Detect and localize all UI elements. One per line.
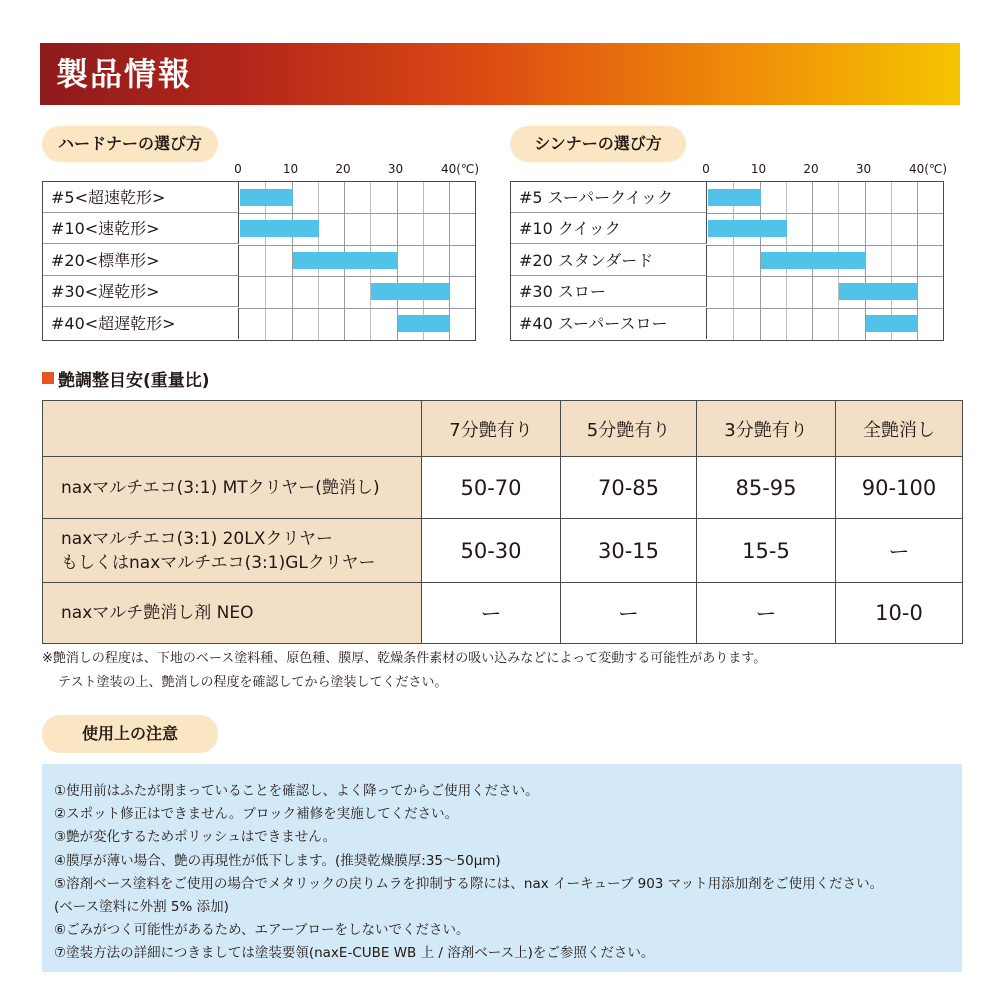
caution-item: ①使用前はふたが閉まっていることを確認し、よく降ってからご使用ください。 [54,783,539,799]
ratio-cell: 15-5 [697,519,836,583]
row-divider [239,213,475,214]
chart-row-label: #5<超速乾形> [43,182,239,213]
temperature-range-bar [708,189,761,206]
product-name: naxマルチエコ(3:1) MTクリヤー(艶消し) [61,477,380,498]
chart-row-label: #20<標準形> [43,245,239,276]
temperature-range-bar [866,315,919,332]
row-divider [707,213,943,214]
ratio-cell: 90-100 [836,457,963,519]
axis-tick-label: 20 [803,162,819,176]
ratio-cell: 50-70 [422,457,561,519]
product-name-cell [43,519,422,583]
caution-item: ③艶が変化するためポリッシュはできません。 [54,829,337,845]
chart-row-label: #10 クイック [511,213,707,244]
table-row [43,457,963,519]
chart-row-label: #20 スタンダード [511,245,707,276]
temperature-range-bar [240,189,293,206]
gloss-note: テスト塗装の上、艶消しの程度を確認してから塗装してください。 [58,675,448,690]
hardener-section-title: ハードナーの選び方 [42,126,218,162]
gloss-col-header: 7分艶有り [422,401,561,457]
temperature-range-bar [839,283,918,300]
axis-tick-label: 0 [234,162,242,176]
ratio-cell: 70-85 [561,457,697,519]
axis-tick-label: 10 [282,162,299,176]
axis-tick-label: 30 [855,162,872,176]
caution-item: ④膜厚が薄い場合、艶の再現性が低下します。(推奨乾燥膜厚:35〜50μm) [54,853,501,869]
caution-item: ⑦塗装方法の詳細につきましては塗装要領(naxE-CUBE WB 上 / 溶剤ベース上)をご参照ください。 [54,945,655,961]
chart-row-label: #40 スーパースロー [511,308,707,339]
chart-row-label: #10<速乾形> [43,213,239,244]
ratio-cell: 30-15 [561,519,697,583]
temperature-range-bar [761,252,866,269]
axis-tick-label: 40(℃) [440,162,480,176]
row-divider [239,308,475,309]
ratio-cell: ー [561,583,697,644]
row-divider [239,245,475,246]
axis-tick-label: 10 [750,162,767,176]
axis-tick-label: 20 [335,162,351,176]
axis-tick-label: 30 [387,162,404,176]
ratio-cell: 10-0 [836,583,963,644]
caution-item: (ベース塗料に外割 5% 添加) [54,899,229,915]
caution-item: ⑥ごみがつく可能性があるため、エアーブローをしないでください。 [54,922,470,938]
gloss-col-header: 3分艶有り [697,401,836,457]
ratio-cell: ー [422,583,561,644]
ratio-cell: 85-95 [697,457,836,519]
thinner-chart [510,181,944,341]
product-name: naxマルチ艶消し剤 NEO [61,603,254,623]
thinner-section-title: シンナーの選び方 [510,126,686,162]
ratio-cell: 50-30 [422,519,561,583]
section-bullet-icon [42,372,54,384]
temperature-range-bar [398,315,451,332]
product-name: naxマルチエコ(3:1) 20LXクリヤー [61,528,334,549]
axis-tick-label: 0 [702,162,710,176]
row-divider [707,245,943,246]
chart-row-label: #40<超遅乾形> [43,308,239,339]
temperature-range-bar [293,252,398,269]
table-row [43,583,963,644]
gloss-col-header: 5分艶有り [561,401,697,457]
gloss-col-header: 全艶消し [836,401,963,457]
product-name-alt: もしくはnaxマルチエコ(3:1)GLクリヤー [61,552,376,573]
gloss-note: ※艶消しの程度は、下地のベース塗料種、原色種、膜厚、乾燥条件素材の吸い込みなどによって変動する可能性があります。 [42,651,767,666]
row-divider [239,276,475,277]
caution-item: ⑤溶剤ベース塗料をご使用の場合でメタリックの戻りムラを抑制する際には、nax イーキューブ 903 マット用添加剤をご使用ください。 [54,876,884,892]
chart-row-label: #30 スロー [511,276,707,307]
gloss-table [42,400,963,644]
temperature-range-bar [371,283,450,300]
chart-row-label: #30<遅乾形> [43,276,239,307]
gloss-header-row [43,401,963,457]
row-divider [707,308,943,309]
row-divider [707,276,943,277]
gloss-section-title: 艶調整目安(重量比) [58,371,210,391]
caution-section-title: 使用上の注意 [42,715,218,753]
temperature-range-bar [240,220,319,237]
gloss-header-blank [43,401,422,457]
axis-tick-label: 40(℃) [908,162,948,176]
caution-item: ②スポット修正はできません。ブロック補修を実施してください。 [54,806,459,822]
chart-row-label: #5 スーパークイック [511,182,707,213]
product-name-cell [43,583,422,644]
page-title: 製品情報 [56,55,193,93]
ratio-cell: ー [697,583,836,644]
table-row [43,519,963,583]
ratio-cell: ー [836,519,963,583]
product-name-cell [43,457,422,519]
temperature-range-bar [708,220,787,237]
hardener-chart [42,181,476,341]
